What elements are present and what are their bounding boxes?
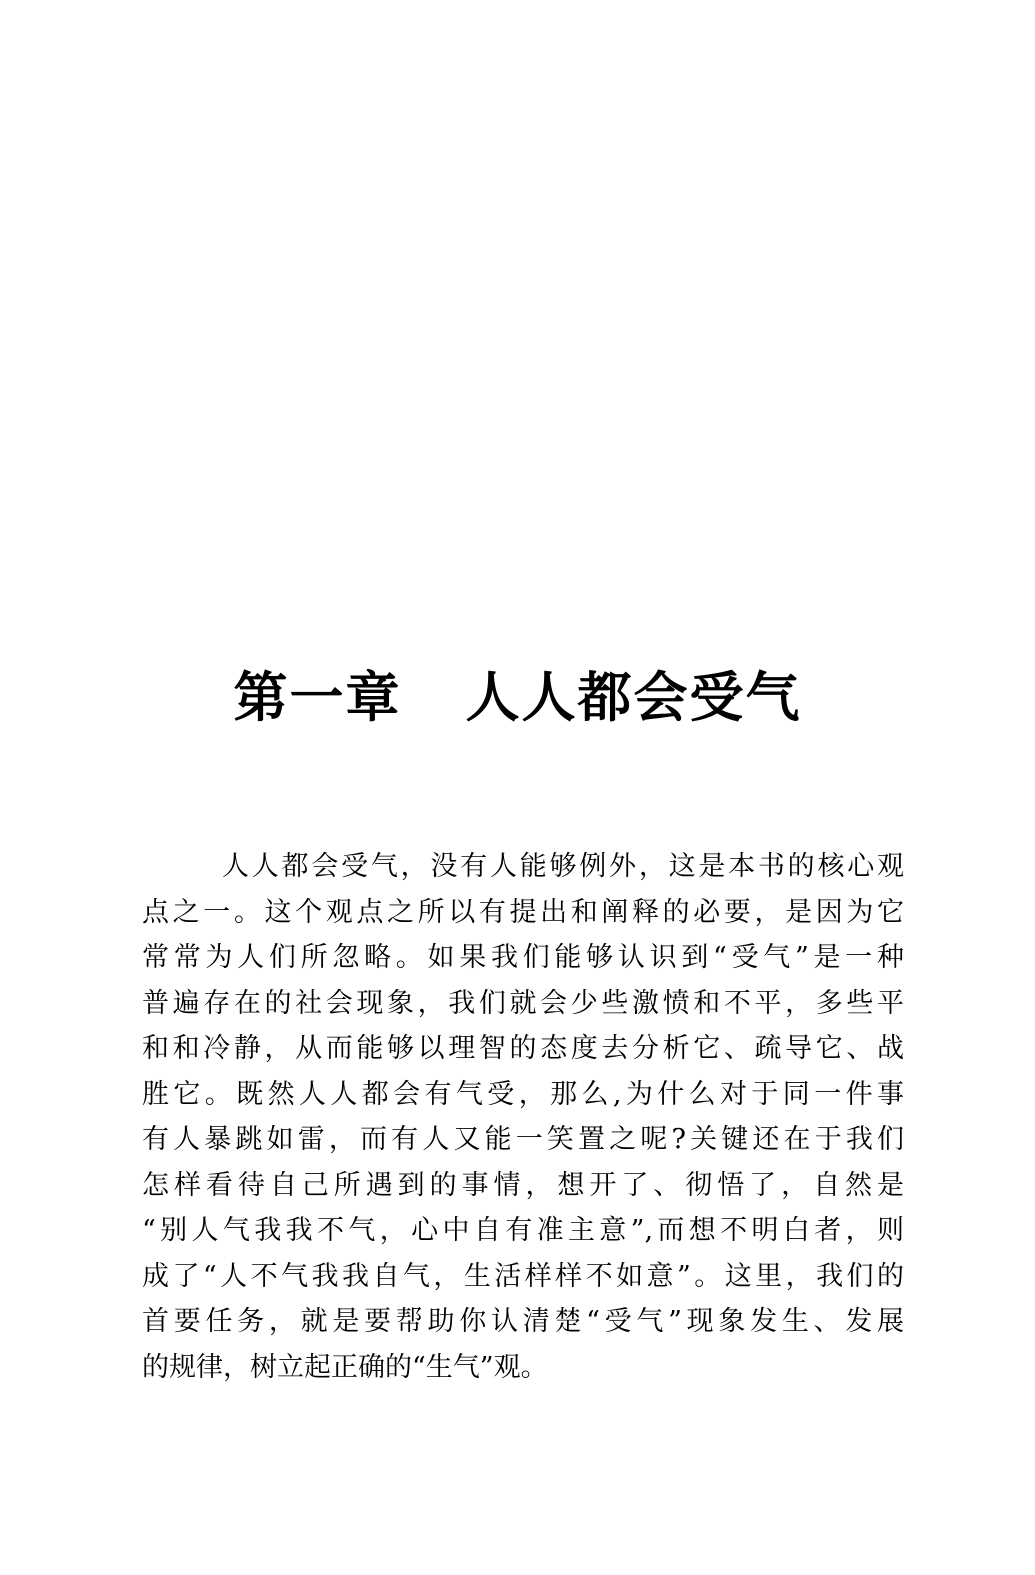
paragraph-line: 常常为人们所忽略。如果我们能够认识到“受气”是一种 [142,942,904,973]
paragraph-line: 成了“人不气我我自气，生活样样不如意”。这里，我们的 [142,1260,904,1292]
paragraph-line: 首要任务，就是要帮助你认清楚“受气”现象发生、发展 [142,1306,904,1337]
chapter-number: 第一章 [233,666,402,730]
body-paragraph [142,844,904,1390]
paragraph-line: 胜它。既然人人都会有气受，那么,为什么对于同一件事 [142,1078,904,1110]
paragraph-line: 和和冷静，从而能够以理智的态度去分析它、疏导它、战 [142,1033,904,1064]
paragraph-line: 人人都会受气，没有人能够例外，这是本书的核心观 [222,851,904,882]
paragraph-line: 点之一。这个观点之所以有提出和阐释的必要，是因为它 [142,896,904,928]
paragraph-line: “别人气我我不气，心中自有准主意”,而想不明白者，则 [142,1215,904,1246]
paragraph-line: 有人暴跳如雷，而有人又能一笑置之呢?关键还在于我们 [142,1124,904,1155]
paragraph-line: 的规律，树立起正确的“生气”观。 [142,1351,548,1383]
paragraph-line: 怎样看待自己所遇到的事情，想开了、彻悟了，自然是 [142,1169,904,1201]
paragraph-line: 普遍存在的社会现象，我们就会少些激愤和不平，多些平 [142,987,904,1019]
chapter-heading [0,658,1035,738]
chapter-title: 人人都会受气 [465,666,802,730]
